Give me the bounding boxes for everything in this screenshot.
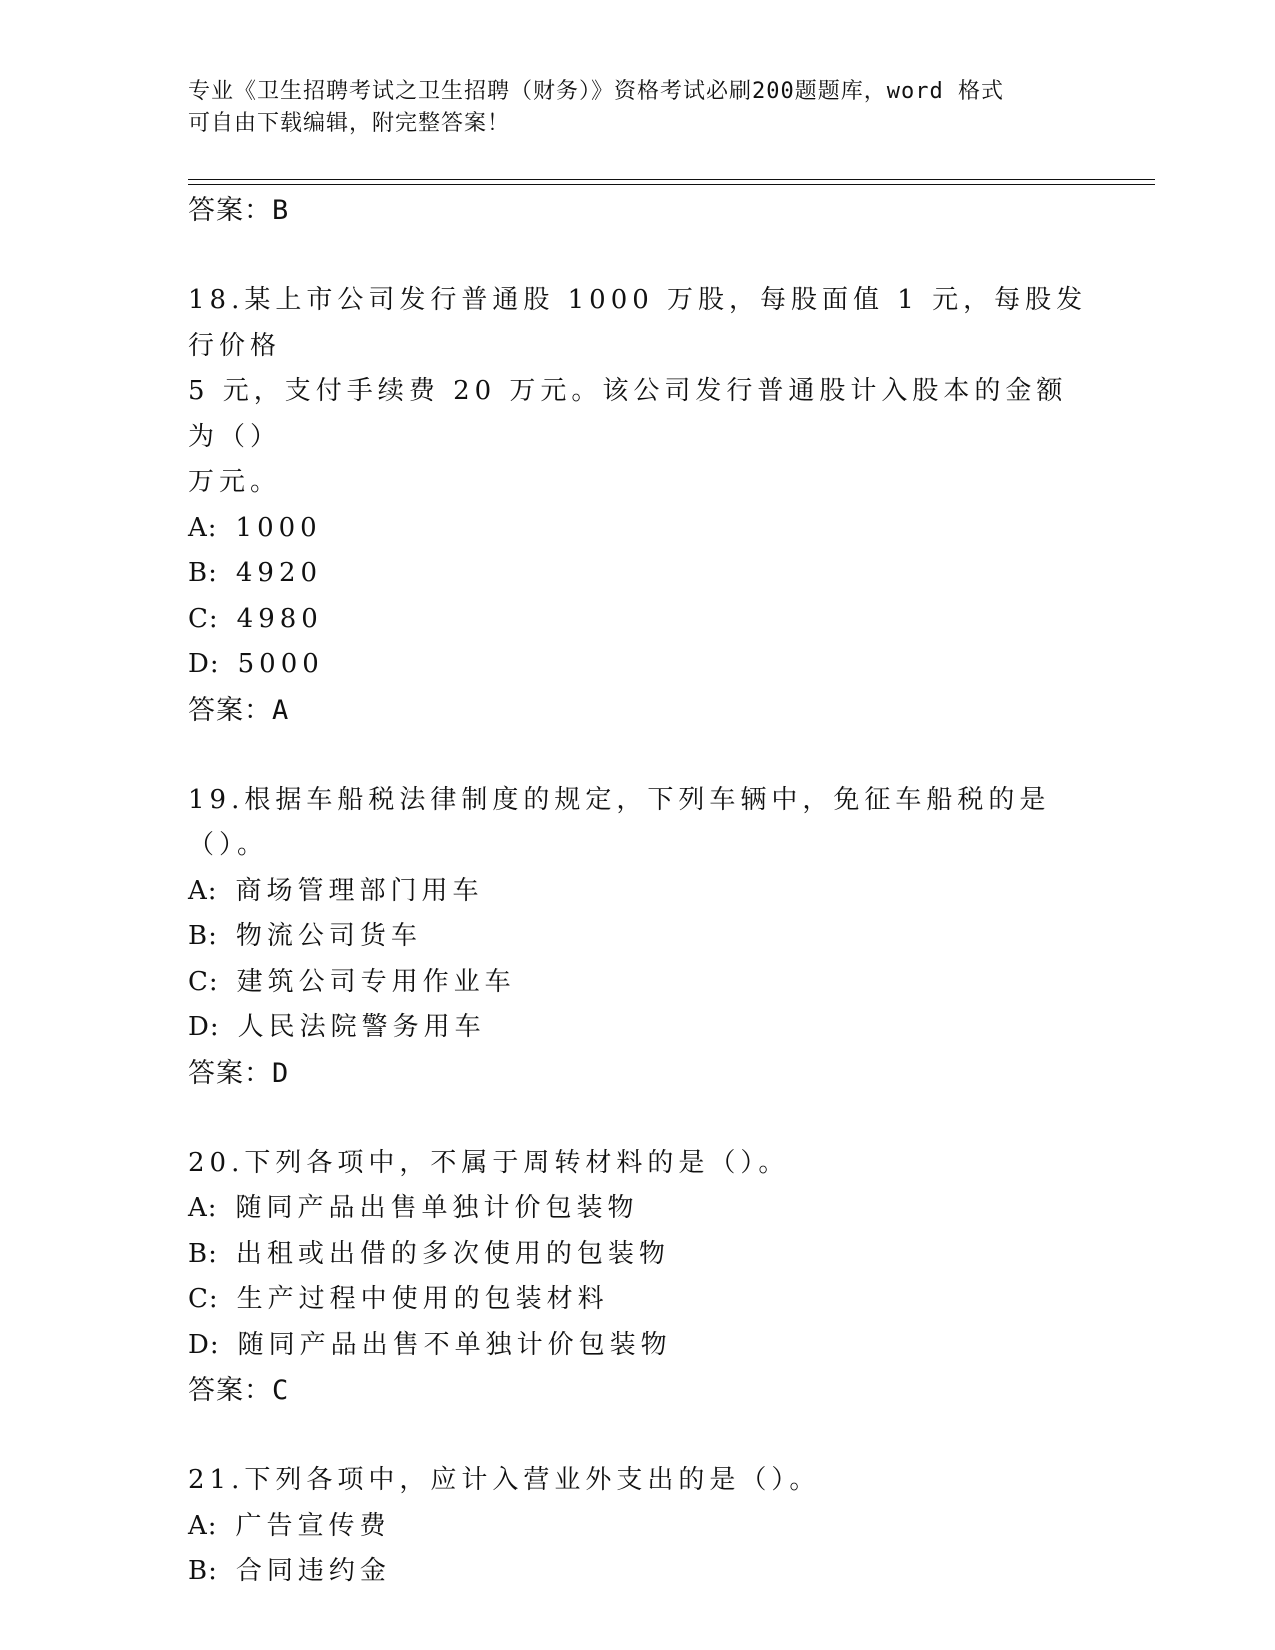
option-b <box>188 914 1088 960</box>
option-letter: D: <box>188 1329 220 1360</box>
option-c <box>188 597 1088 643</box>
option-text: 5000 <box>237 649 324 679</box>
option-text: 1000 <box>235 512 322 543</box>
option-text: 物流公司货车 <box>235 921 422 951</box>
option-text: 合同违约金 <box>235 1556 391 1586</box>
option-b <box>188 551 1088 597</box>
question-20 <box>188 1141 1088 1415</box>
answer-line: 答案：B <box>188 195 290 226</box>
header-line-1: 专业《卫生招聘考试之卫生招聘（财务）》资格考试必刷200题题库，word 格式 <box>188 79 1004 104</box>
answer-line: 答案：D <box>188 1057 290 1089</box>
option-letter: D: <box>188 649 220 679</box>
option-b <box>188 1549 1088 1595</box>
option-letter: D: <box>188 1012 220 1042</box>
question-text-line: 21.下列各项中，应计入营业外支出的是（）。 <box>188 1465 821 1495</box>
option-letter: B: <box>188 1238 218 1269</box>
question-text-line: 18.某上市公司发行普通股 1000 万股，每股面值 1 元，每股发行价格 <box>188 285 1088 361</box>
question-text <box>188 1458 1088 1504</box>
question-text-line: 万元。 <box>188 467 282 497</box>
question-text <box>188 778 1088 869</box>
option-d <box>188 642 1088 688</box>
option-c <box>188 1277 1088 1323</box>
option-letter: B: <box>188 921 218 951</box>
option-text: 出租或出借的多次使用的包装物 <box>235 1238 670 1269</box>
option-letter: C: <box>188 603 219 634</box>
option-a <box>188 869 1088 915</box>
option-text: 随同产品出售不单独计价包装物 <box>237 1329 672 1360</box>
header-line-2: 可自由下载编辑，附完整答案！ <box>188 111 511 136</box>
option-a <box>188 506 1088 552</box>
option-letter: A: <box>188 875 218 906</box>
option-a <box>188 1504 1088 1550</box>
document-header <box>188 76 1088 140</box>
question-text <box>188 1141 1088 1187</box>
question-18 <box>188 278 1088 734</box>
option-text: 广告宣传费 <box>235 1510 391 1541</box>
option-text: 商场管理部门用车 <box>235 875 484 906</box>
option-text: 人民法院警务用车 <box>237 1012 486 1042</box>
option-text: 建筑公司专用作业车 <box>236 966 516 997</box>
question-list <box>188 188 1088 1595</box>
option-d <box>188 1323 1088 1369</box>
option-text: 生产过程中使用的包装材料 <box>236 1284 609 1314</box>
option-text: 4920 <box>235 558 323 588</box>
question-19 <box>188 778 1088 1097</box>
question-text-line: 5 元，支付手续费 20 万元。该公司发行普通股计入股本的金额为（） <box>188 376 1068 452</box>
question-text-line: 20.下列各项中，不属于周转材料的是（）。 <box>188 1147 790 1178</box>
option-letter: B: <box>188 558 218 588</box>
answer-line: 答案：A <box>188 694 290 726</box>
option-letter: A: <box>188 1510 218 1541</box>
option-b <box>188 1232 1088 1278</box>
option-text: 4980 <box>236 603 323 634</box>
question-21 <box>188 1458 1088 1595</box>
question-text <box>188 278 1088 506</box>
option-text: 随同产品出售单独计价包装物 <box>235 1193 639 1223</box>
option-letter: C: <box>188 1284 219 1314</box>
option-letter: B: <box>188 1556 218 1586</box>
option-a <box>188 1186 1088 1232</box>
option-letter: A: <box>188 1193 218 1223</box>
option-letter: A: <box>188 512 218 543</box>
answer-line: 答案：C <box>188 1375 290 1406</box>
option-d <box>188 1005 1088 1051</box>
question-text-line: 19.根据车船税法律制度的规定，下列车辆中，免征车船税的是（）。 <box>188 784 1051 860</box>
option-c <box>188 960 1088 1006</box>
header-double-rule <box>188 179 1155 185</box>
option-letter: C: <box>188 966 219 997</box>
